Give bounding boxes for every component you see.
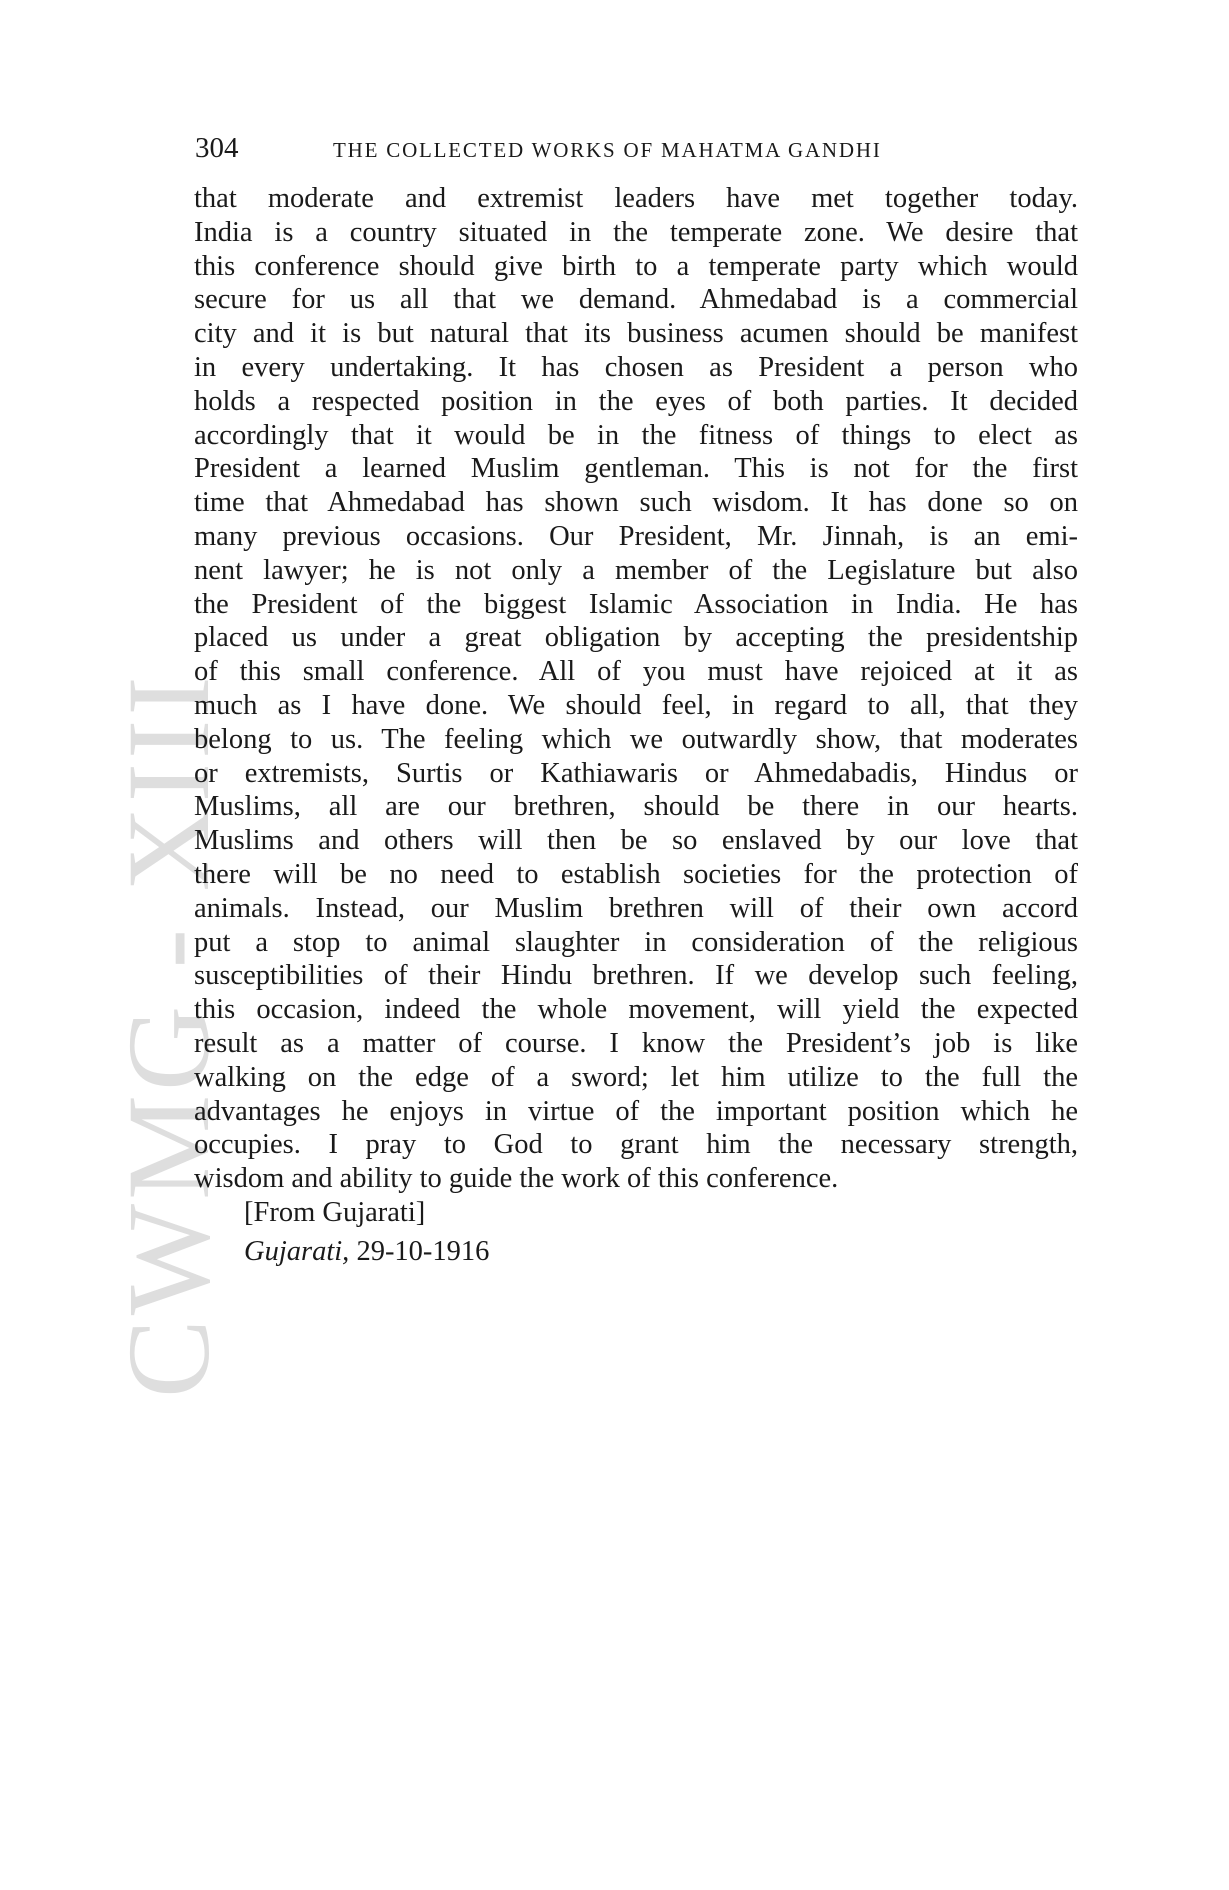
body-line: the President of the biggest Islamic Association in India. He has [194,588,1078,620]
running-title: THE COLLECTED WORKS OF MAHATMA GANDHI [333,138,882,162]
body-line: susceptibilities of their Hindu brethren. If we develop such feeling, [194,960,1078,992]
body-line: there will be no need to establish societies for the protection of [194,858,1078,890]
body-line: time that Ahmedabad has shown such wisdom. It has done so on [194,487,1078,519]
body-paragraph [194,182,1078,1196]
body-line: or extremists, Surtis or Kathiawaris or Ahmedabadis, Hindus or [194,757,1078,789]
body-line: much as I have done. We should feel, in regard to all, that they [194,689,1078,721]
body-line: wisdom and ability to guide the work of this conference. [194,1163,839,1195]
body-line: of this small conference. All of you must have rejoiced at it as [194,656,1078,688]
body-line: in every undertaking. It has chosen as President a person who [194,351,1078,383]
citation-publication: Gujarati, [244,1236,350,1267]
body-line: belong to us. The feeling which we outwardly show, that moderates [194,723,1078,755]
citation [244,1233,489,1271]
watermark-text: CWMG - XIII [103,672,234,1398]
body-line: this conference should give birth to a temperate party which would [194,250,1078,282]
body-line: holds a respected position in the eyes of both parties. It decided [194,385,1078,417]
body-line: occupies. I pray to God to grant him the necessary strength, [194,1129,1078,1161]
body-line: Muslims and others will then be so enslaved by our love that [194,825,1078,857]
body-line: advantages he enjoys in virtue of the important position which he [194,1095,1078,1127]
body-line: placed us under a great obligation by accepting the presidentship [194,622,1078,654]
body-line: city and it is but natural that its business acumen should be manifest [194,318,1078,350]
citation-date: 29-10-1916 [356,1236,490,1267]
body-line: secure for us all that we demand. Ahmedabad is a commercial [194,284,1078,316]
body-line: that moderate and extremist leaders have met together today. [194,183,1078,214]
body-line: President a learned Muslim gentleman. This is not for the first [194,453,1078,485]
page-number: 304 [195,132,239,164]
body-line: result as a matter of course. I know the President’s job is like [194,1027,1078,1059]
body-line: this occasion, indeed the whole movement, will yield the expected [194,994,1078,1026]
body-line: India is a country situated in the temperate zone. We desire that [194,216,1078,248]
source-note: [From Gujarati] [244,1197,426,1228]
running-head [195,130,955,166]
body-line: Muslims, all are our brethren, should be there in our hearts. [194,791,1078,823]
body-line: many previous occasions. Our President, Mr. Jinnah, is an emi- [194,520,1078,552]
body-line: animals. Instead, our Muslim brethren will of their own accord [194,892,1078,924]
body-line: put a stop to animal slaughter in consideration of the religious [194,926,1078,958]
body-line: walking on the edge of a sword; let him utilize to the full the [194,1061,1078,1093]
body-line: nent lawyer; he is not only a member of the Legislature but also [194,554,1078,586]
body-line: accordingly that it would be in the fitness of things to elect as [194,419,1078,451]
